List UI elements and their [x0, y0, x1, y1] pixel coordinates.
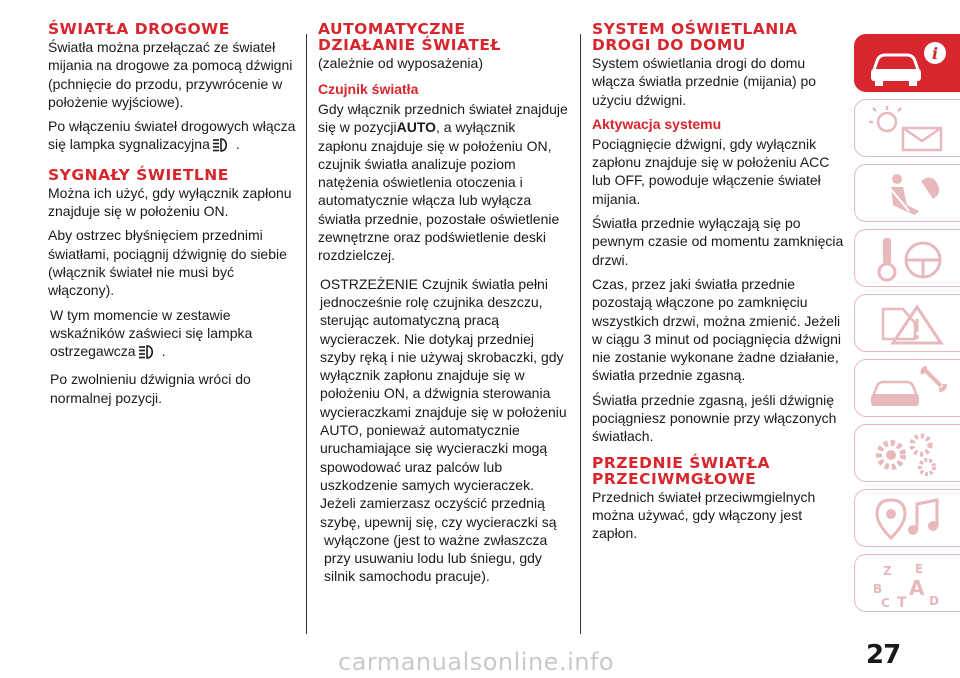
- heading-przeciwmglowe: PRZECIWMGŁOWE: [592, 469, 757, 488]
- svg-text:i: i: [931, 44, 939, 63]
- tab-key-steering[interactable]: [854, 229, 960, 287]
- paragraph: Po włączeniu świateł drogowych włącza się lampka sygnalizacyjna .: [48, 117, 298, 158]
- tab-technical-data[interactable]: [854, 424, 960, 482]
- warning-text: OSTRZEŻENIE Czujnik światła pełni jednocześnie rolę czujnika deszczu, sterując automatyczną pracą wycieraczek. Nie dotykaj przedniej szyby ręką i nie używaj skrobaczki, gdy wyłącznik zapłonu znajduje się w położeniu ON, a dźwignia sterowania wycieraczkami znajduje się w położeniu AUTO, ponieważ automatycznie uruchamiające się wycieraczki mogą spowodować uraz palców lub uszkodzenie samych wycieraczek. Jeżeli zamierzasz oczyścić przednią szybę, upewnij się, czy wycieraczki są: [320, 275, 567, 530]
- paragraph: Gdy włącznik przednich świateł znajduje się w pozycjiAUTO, a wyłącznik zapłonu znajduje się w położeniu ON, czujnik światła analizuje poziom natężenia oświetlenia otoczenia i automatycznie włącza lub wyłącza światła przednie, pozostałe oświetlenie zewnętrzne oraz podświetlenie deski rozdzielczej.: [318, 101, 568, 264]
- page-number: 27: [866, 640, 901, 670]
- lights-mail-icon: [863, 104, 953, 154]
- navigation-music-icon: [863, 494, 953, 544]
- heading-dzialanie-swiatel: DZIAŁANIE ŚWIATEŁ: [318, 36, 501, 54]
- warning-text: wyłączone (jest to ważne zwłaszcza przy usuwaniu lodu lub śniegu, gdy silnik samochodu pracuje).: [324, 531, 548, 585]
- car-wrench-icon: [863, 364, 953, 414]
- column-divider: [580, 34, 581, 634]
- tab-index[interactable]: [854, 554, 960, 612]
- paragraph: Po zwolnieniu dźwignia wróci do normalnej pozycji.: [50, 371, 251, 406]
- paragraph: Przednich świateł przeciwmgielnych można używać, gdy włączony jest zapłon.: [592, 488, 816, 542]
- column-3: [592, 22, 844, 549]
- paragraph: System oświetlania drogi do domu włącza światła przednie (mijania) po użyciu dźwigni.: [592, 55, 817, 108]
- index-letter: T: [897, 595, 907, 609]
- paragraph: Światła przednie zgasną, jeśli dźwignię pociągniesz ponownie przy włączonych światłach.: [592, 391, 837, 445]
- paragraph: Czas, przez jaki światła przednie pozostają włączone po zamknięciu wszystkich drzwi, można zmienić. Jeżeli w ciągu 3 minut od pociągnięcia dźwigni nie zostanie wykonane żadne działanie, światła przednie zgasną.: [592, 275, 842, 384]
- paragraph: Aby ostrzec błyśnięciem przednimi światłami, pociągnij dźwignię do siebie (włącznik świateł nie musi być włączony).: [48, 227, 287, 299]
- index-letter: A: [909, 576, 925, 600]
- tab-safety[interactable]: [854, 164, 960, 222]
- column-1: [48, 22, 298, 413]
- tab-maintenance[interactable]: [854, 359, 960, 417]
- index-letter: E: [915, 562, 924, 576]
- paragraph: Światła można przełączać ze świateł mijania na drogowe za pomocą dźwigni (pchnięcie do przodu, przywrócenie w położenie wyjściowe).: [48, 39, 293, 110]
- heading-przednie-swiatla: PRZEDNIE ŚWIATŁA: [592, 453, 771, 472]
- car-info-icon: [863, 39, 953, 89]
- seatbelt-airbag-icon: [863, 169, 953, 219]
- index-letter: C: [881, 596, 890, 609]
- heading-drogi-do-domu: DROGI DO DOMU: [592, 36, 746, 54]
- high-beam-icon: [212, 137, 234, 157]
- index-letter: Z: [883, 564, 892, 578]
- watermark: carmanualsonline.info: [338, 648, 615, 676]
- heading-swiatla-drogowe: ŚWIATŁA DROGOWE: [48, 20, 230, 38]
- tab-multimedia[interactable]: [854, 489, 960, 547]
- paragraph: Można ich użyć, gdy wyłącznik zapłonu znajduje się w położeniu ON.: [48, 184, 292, 220]
- tab-lights-mail[interactable]: [854, 99, 960, 157]
- index-letter: D: [929, 594, 939, 608]
- index-letter: B: [873, 582, 883, 596]
- paragraph: W tym momencie w zestawie wskaźników zaświeci się lampka ostrzegawcza .: [48, 306, 298, 365]
- heading-system-oswietlania: SYSTEM OŚWIETLANIA: [592, 20, 798, 38]
- tab-emergency[interactable]: [854, 294, 960, 352]
- high-beam-icon: [138, 344, 160, 364]
- heading-sygnaly-swietlne: SYGNAŁY ŚWIETLNE: [48, 165, 229, 184]
- column-2: [318, 22, 568, 592]
- heading-automatyczne: AUTOMATYCZNE: [318, 20, 466, 38]
- warning-triangle-car-icon: [863, 299, 953, 349]
- subtitle: (zależnie od wyposażenia): [318, 55, 483, 71]
- paragraph: Światła przednie wyłączają się po pewnym czasie od momentu zamknięcia drzwi.: [592, 215, 844, 268]
- tab-car-info[interactable]: [854, 34, 960, 92]
- heading-czujnik-swiatla: Czujnik światła: [318, 81, 419, 97]
- column-divider: [306, 34, 307, 634]
- alphabet-index-icon: [863, 559, 953, 609]
- heading-aktywacja-systemu: Aktywacja systemu: [592, 115, 722, 132]
- paragraph: Pociągnięcie dźwigni, gdy wyłącznik zapłonu znajduje się w położeniu ACC lub OFF, powoduje włączenie świateł mijania.: [592, 135, 830, 207]
- gears-icon: [863, 429, 953, 479]
- warning-box: [318, 275, 568, 586]
- key-steering-icon: [863, 234, 953, 284]
